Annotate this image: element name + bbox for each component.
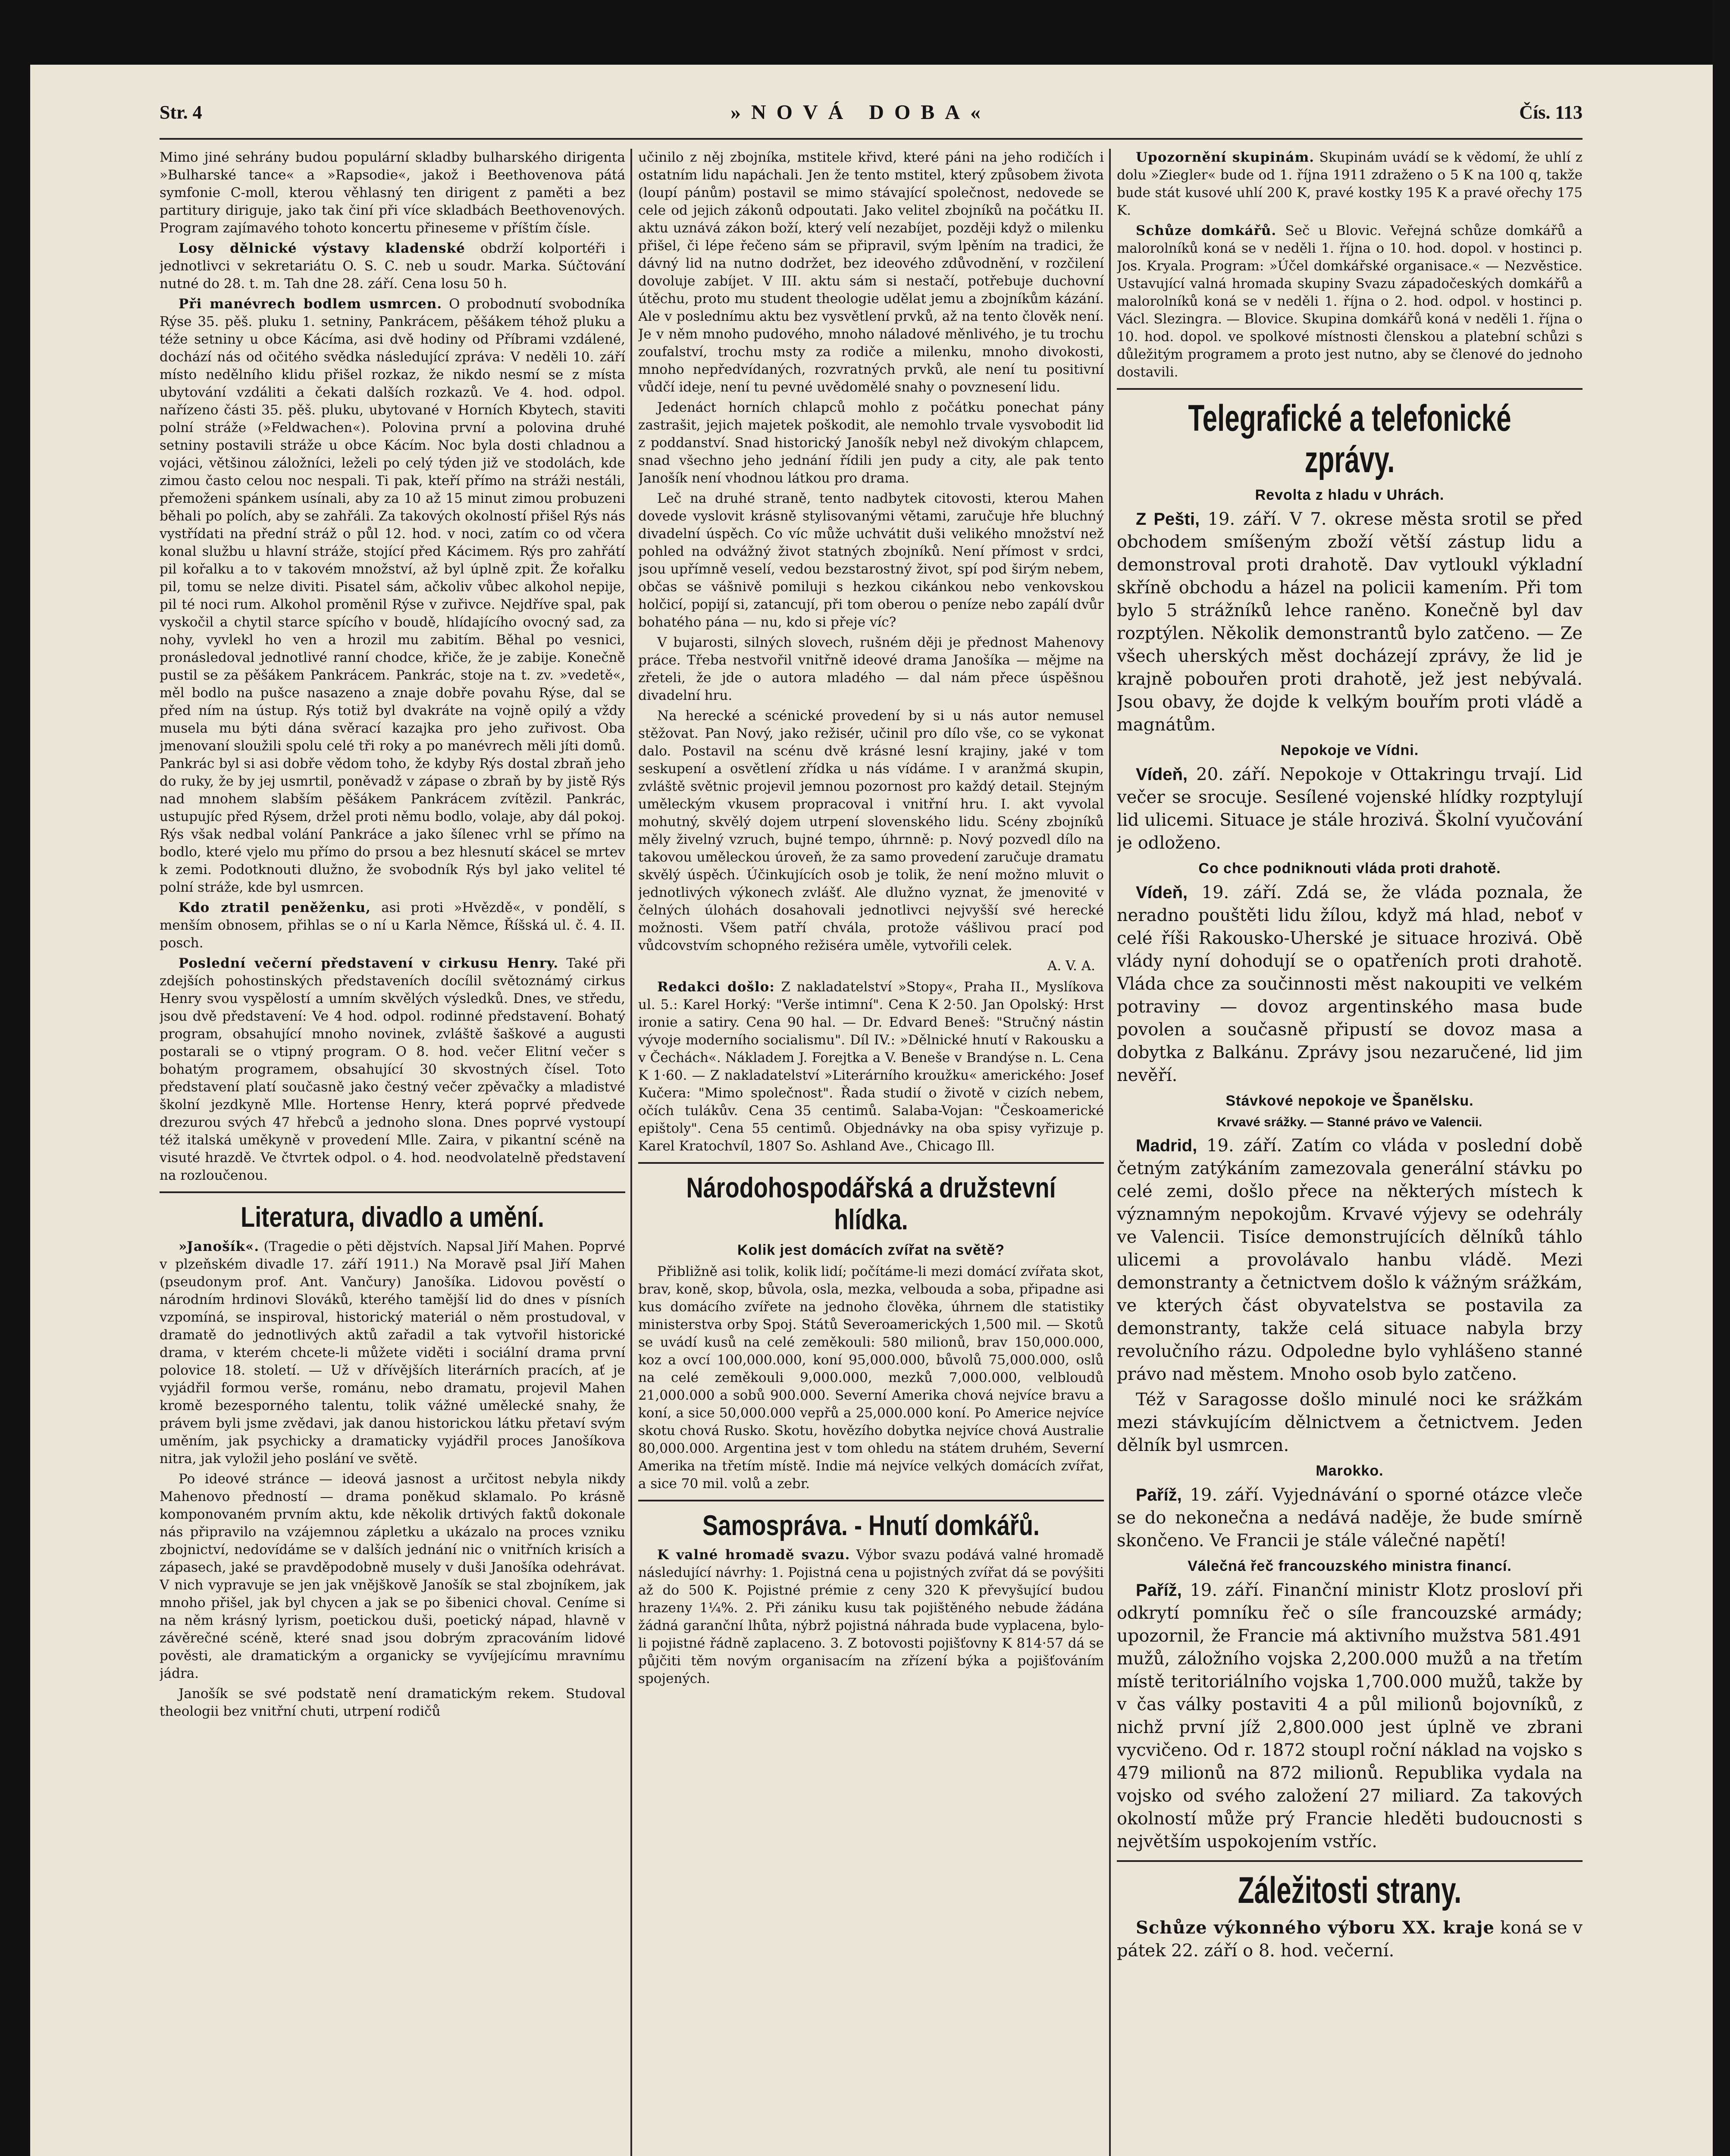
article-body: 19. září. V 7. okrese města srotil se před obchodem smíšeným zboží větší zástup lidu a demonstroval proti drahotě. Dav vytloukl výkladní skříně obchodu a házel na policii kamením. Při tom bylo 5 strážníků lehce raněno. Konečně byl dav rozptýlen. Několik demonstrantů bylo zatčeno. — Ze všech uherských měst docházejí zprávy, že lid je krajně pobouřen proti drahotě, jež jest nebývalá. Jsou obavy, že dojde k velkým bouřím proti vládě a magnátům.	[1117, 509, 1583, 735]
article-body: asi proti »Hvězdě«, v pondělí, s menším obnosem, přihlas se o ní u Karla Němce, Říšská ul. č. 4. II. posch.	[160, 900, 625, 951]
section-heading-literature: Literatura, divadlo a umění.	[241, 1201, 544, 1233]
section-heading-selfgovernment: Samospráva. - Hnutí domkářů.	[702, 1509, 1040, 1541]
article-paragraph: Po ideové stránce — ideová jasnost a určitost nebyla nikdy Mahenovo předností — drama poněkud sklamalo. Po krásně komponovaném prvním aktu, kde několik drtivých faktů dokonale nás připravilo na vzájemnou zápletku a ukázalo na proces vzniku zbojnictví, nedovídáme se v dalších jednání nic o vnitřních krisích a zápasech, jaké se pravděpodobně musely v duši Janošíka odehrávat. V nich vypravuje se jen jak vnějškově Janošík se stal zbojníkem, jak mnoho přišel, jak byl chycen a jak se po šibenici choval. Ceníme si na něm krásný lyrism, poetickou duši, poetický nápad, hlavně v závěrečné scéně, které snad jsou dobrým zpracováním lidové pověsti, ale dramatickým a organicky se vyvíjejícímu mravnímu jádra.	[160, 1471, 625, 1681]
scan-border-left	[0, 0, 30, 2156]
header-rule	[160, 138, 1583, 140]
article-body: Také při zdejších pohostinských představeních docílil světoznámý cirkus Henry svou vyspělostí a umním skvělých výsledků. Dnes, ve středu, jsou dvě představení: Ve 4 hod. odpol. rodinné představení. Bohatý program, obsahující mnoho novinek, zvláště šaškové a augusti postarali se o vtipný program. O 8. hod. večer Elitní večer s bohatým programem, obsahující 30 skvostných čísel. Toto představení platí současně jako čestný večer zpěvačky a mladistvé školní jezdkyně Mlle. Hortense Henry, která poprvé předvede drezurou svých 47 hřebců a jednoho slona. Dnes poprvé vystoupí též italská uměkyně v provedení Mlle. Zaira, v pikantní scéně na visuté hrazdě. Ve čtvrtek odpol. o 4. hod. neodvolatelně představení na rozloučenou.	[160, 956, 625, 1183]
article-paragraph	[1117, 1134, 1583, 1386]
article-paragraph	[1117, 222, 1583, 381]
article-subheading: Stávkové nepokoje ve Španělsku.	[1225, 1093, 1474, 1109]
article-body: 20. září. Nepokoje v Ottakringu trvají. Lid večer se srocuje. Sesílené vojenské hlídky rozptylují lid ulicemi. Situace je stále hrozivá. Školní vyučování je odloženo.	[1117, 765, 1583, 853]
article-body: 19. září. Zatím co vláda v poslední době četným zatýkáním zamezovala generální stávku po celé zemi, došlo přece na některých místech k významným nepokojům. Krvavé výjevy se odehrály ve Valencii. Tisíce demonstrujících dělníků táhlo ulicemi a provolávalo hanbu vládě. Mezi demonstranty a četnictvem došlo k vážným srážkám, ve kterých část obyvatelstva se postavila za demonstranty, takže celá situace nabyla brzy revolučního rázu. Odpoledne bylo vyhlášeno stanné právo nad městem. Mnoho osob bylo zatčeno.	[1117, 1136, 1583, 1384]
article-subheading: Revolta z hladu v Uhrách.	[1255, 487, 1445, 503]
article-lead: Schůze domkářů.	[1136, 223, 1277, 238]
scan-border-right	[1713, 0, 1730, 2156]
column-2	[638, 149, 1104, 2156]
article-body: koná se v pátek 22. září o 8. hod. večerní.	[1117, 1918, 1583, 1961]
article-lead: Poslední večerní představení v cirkusu Henry.	[179, 956, 559, 971]
article-paragraph: učinilo z něj zbojníka, mstitele křivd, které páni na jeho rodičích i ostatním lidu napáchali. Jen že tento mstitel, který způsobem života (loupí pánům) postavil se mimo stávající společnost, nedovede se cele od jejich zákonů odpoutati. Jako velitel zbojníků na počátku II. aktu uznává zákon boží, který velí nezabíjet, později když o milenku přišel, či lépe řečeno sám se připravil, svým lpěním na tradici, že dávný lid na nutno dodržet, bez ideového zdůvodnění, v rozčilení dovoluje zabíjet. V III. aktu sám si nestačí, potřebuje duchovní útěchu, proto mu student theologie udělat jemu a zbojníkům kázání. Ale v poslednímu aktu bez vysvětlení prvků, až na tento člověk není. Je v něm mnoho pudového, mnoho náladové měnlivého, je tu trochu zoufalství, trochu msty za rodiče a milenku, mnoho divokosti, mnoho nepředvídaných, rozvratných prvků, ale není tu positivní vůdčí ideje, není tu pevné uvědomělé snahy o povznesení lidu.	[638, 150, 1104, 395]
article-lead: Upozornění skupinám.	[1136, 150, 1315, 165]
section-rule	[160, 1191, 625, 1193]
article-paragraph	[1117, 881, 1583, 1087]
article-paragraph: Jedenáct horních chlapců mohlo z počátku ponechat pány zastrašit, jejich majetek poškodit, ale nemohlo trvale vysvobodit lid z poddanství. Snad historický Janošík nebyl než divokým chlapcem, snad všechno jeho jednání řídili jen pudy a city, ale pak tento Janošík není vhodnou látkou pro drama.	[638, 400, 1104, 486]
article-subheading: Nepokoje ve Vídni.	[1280, 742, 1419, 758]
section-heading-economy: Národohospodářská a družstevní hlídka.	[686, 1172, 1056, 1235]
scan-border-top	[0, 0, 1730, 65]
dateline: Z Pešti,	[1136, 510, 1200, 529]
article-lead: K valné hromadě svazu.	[657, 1547, 850, 1563]
article-paragraph: Janošík se své podstatě není dramatickým rekem. Studoval theologii bez vnitřní chuti, utrpení rodičů	[160, 1686, 625, 1719]
article-paragraph	[638, 1546, 1104, 1688]
article-lead: Redakci došlo:	[657, 979, 775, 995]
article-paragraph: Též v Saragosse došlo minulé noci ke srážkám mezi stávkujícím dělnictvem a četnictvem. Jeden dělník byl usmrcen.	[1117, 1390, 1583, 1455]
article-body: 19. září. Vyjednávání o sporné otázce vleče se do nekonečna a nedává naděje, že bude smírně skončeno. Ve Francii je stále válečné napětí!	[1117, 1485, 1583, 1551]
article-subheading: Co chce podniknouti vláda proti drahotě.	[1198, 860, 1501, 877]
article-body: O probodnutí svobodníka Rýse 35. pěš. pluku 1. setniny, Pankrácem, pěšákem téhož pluku a téže setniny u obce Kácíma, asi dvě hodiny od Příbrami vzdálené, dochází nás od očitého svědka následující zpráva: V neděli 10. září místo nedělního klidu přišel rozkaz, že nikdo nesmí se z místa ubytování vzdáliti a čekati dalších rozkazů. Ve 4. hod. odpol. nařízeno části 35. pěš. pluku, ubytované v Horních Kbytech, staviti polní stráže (»Feldwachen«). Polovina první a polovina druhé setniny postavili stráže u obce Kácím. Noc byla dosti chladnou a vojáci, většinou záložníci, leželi po celý týden již ve stodolách, kde zimou často celou noc nespali. Ti pak, kteří přímo na stráži nestáli, přemoženi spánkem usínali, aby za 10 až 15 minut zimou probuzeni běhali po polích, aby se zahřáli. Za takových okolností přišel Rýs nás vystřídati na přední stráž o půl 12. hod. v noci, zatím co od včera konal službu u hlavní stráže, stojící před Kácimem. Rýs pro zahřátí pil kořalku a to v takovém množství, až byl úplně zpit. Že kořalku pil, tomu se nelze diviti. Pisatel sám, ačkoliv vůbec alkohol nepije, pil té noci rum. Alkohol proměnil Rýse v zuřivce. Nejdříve spal, pak vyskočil a chytil starce spícího v boudě, hlídajícího ovocný sad, za nohy, vyvlekl ho ven a hrozil mu zabitím. Běhal po vesnici, pronásledoval jednotlivé ranní chodce, křiče, že je zabije. Konečně pustil se za pěšákem Pankrácem. Pankrác, stoje na t. zv. »vedetě«, měl bodlo na pušce nasazeno a znaje dobře povahu Rýse, dal se před ním na ústup. Rýs totiž byl dvakráte na vojně opilý a vždy musela mu býti dána svěrací kazajka pro jeho zuřivost. Oba jmenovaní sloužili spolu celé tři roky a po manévrech měli jíti domů. Pankrác byl si asi dobře vědom toho, že kdyby Rýs dostal zbraň jeho do ruky, že by jej usmrtil, poněvadž v zápase o zbraň by by jistě Rýs nad mnohem slabším pěšákem Pankrácem zvítězil. Pankrác, ustupujíc před Rýsem, držel proti němu bodlo, volaje, aby dál pokoj. Rýs však nedbal volání Pankráce a jako šílenec vrhl se přímo na bodlo, které vjelo mu přímo do prsou a bez hlesnutí skácel se mrtev k zemi. Podotknouti dlužno, že svobodník Rýs byl jako velitel té polní stráže, kde byl usmrcen.	[160, 296, 625, 895]
article-subheading: Marokko.	[1316, 1463, 1384, 1479]
article-body: Z nakladatelství »Stopy«, Praha II., Myslíkova ul. 5.: Karel Horký: "Verše intimní". Cena K 2·50. Jan Opolský: Hrst ironie a satiry. Cena 90 hal. — Dr. Edvard Beneš: "Stručný nástin vývoje moderního socialismu". Díl IV.: »Dělnické hnutí v Rakousku a v Čechách«. Nákladem J. Forejtka a V. Beneše v Brandýse n. L. Cena K 1·60. — Z nakladatelství »Literárního kroužku« amerického: Josef Kučera: "Mimo společnost". Řada studií o životě v cizích nebem, očích tulákův. Cena 35 centimů. Salaba-Vojan: "Českoamerické epištoly". Cena 55 centimů. Objednávky na oba spisy vyřizuje p. Karel Kratochvíl, 1807 So. Ashland Ave., Chicago Ill.	[638, 979, 1104, 1154]
section-rule	[1117, 1860, 1583, 1862]
section-rule	[1117, 388, 1583, 390]
article-lead: Schůze výkonného výboru XX. kraje	[1136, 1918, 1495, 1938]
article-body: (Tragedie o pěti dějstvích. Napsal Jiří Mahen. Poprvé v plzeňském divadle 17. září 1911.) Na Moravě psal Jiří Mahen (pseudonym prof. Ant. Vančury) Janošíka. Lidovou pověstí o národním hrdinovi Slováků, kterého tamější lid do dnes v písních vzpomíná, se inspiroval, historický materiál o něm prostudoval, v dramatě do jednotlivých aktů zařadil a tak vytvořil historické drama, v kterém chcete-li můžete viděti i sociální drama první polovice 18. století. — Už v dřívějších literárních pracích, ať je vyjádřil formou verše, románu, nebo dramatu, projevil Mahen kromě bezesporného talentu, tolik vážné umělecké snahy, že právem byli jsme zvědavi, jak danou historickou látku přetaví svým uměním, jak psychicky a dramaticky vyjádřil proces Janošíkova nitra, jak vyložil jeho poslání ve světě.	[160, 1239, 625, 1467]
dateline: Paříž,	[1136, 1485, 1182, 1504]
issue-number: Čís. 113	[1519, 101, 1583, 123]
article-lead: »Janošík«.	[179, 1239, 260, 1254]
column-divider	[1109, 149, 1111, 2156]
dateline: Vídeň,	[1136, 765, 1188, 784]
article-paragraph	[160, 955, 625, 1185]
article-paragraph	[160, 899, 625, 952]
article-paragraph	[1117, 508, 1583, 736]
dateline: Vídeň,	[1136, 883, 1188, 902]
article-body: obdrží kolportéři i jednotlivci v sekretariátu O. S. C. neb u soudr. Marka. Súčtování nutné do 28. t. m. Tah dne 28. září. Cena losu 50 h.	[160, 241, 625, 291]
article-body: Skupinám uvádí se k vědomí, že uhlí z dolu »Ziegler« bude od 1. října 1911 zdraženo o 5 K na 100 q, takže bude stát kusové uhlí 200 K, pravé kostky 195 K a pravé ořechy 175 K.	[1117, 150, 1583, 218]
dateline: Madrid,	[1136, 1136, 1197, 1155]
page-header	[160, 93, 1583, 132]
section-rule	[638, 1500, 1104, 1501]
section-heading-telegraph: Telegrafické a telefonické zprávy.	[1188, 398, 1511, 480]
article-paragraph	[1117, 1916, 1583, 1962]
article-subheading: Válečná řeč francouzského ministra financí.	[1188, 1558, 1512, 1574]
page-number: Str. 4	[160, 101, 202, 123]
article-paragraph	[160, 1238, 625, 1468]
article-paragraph: Mimo jiné sehrány budou populární skladby bulharského dirigenta »Bulharské tance« a »Rapsodie«, jakož i Beethovenova pátá symfonie C-moll, kterou věhlasný ten dirigent z paměti a bez partitury diriguje, jako tak činí při více skladbách Beethovenových. Program zajímavého tohoto koncertu přineseme v příštím čísle.	[160, 150, 625, 236]
article-paragraph	[1117, 1484, 1583, 1552]
article-paragraph	[1117, 1579, 1583, 1853]
article-paragraph: Leč na druhé straně, tento nadbytek citovosti, kterou Mahen dovede vyslovit krásně stylisovanými větami, zaručuje hře bluchný divadelní úspěch. Co víc může uchvátit duši velikého množství než pohled na odvážný život statných zbojníků. Není přímost v srdci, jsou upřímně veselí, vedou bezstarostný život, spí pod širým nebem, občas se vášnivě pomiluji s hezkou cikánkou nebo venkovskou holčicí, popijí si, zatancují, při tom oberou o peníze nebo zapálí dvůr bohatého pána — nu, kdo si přeje víc?	[638, 491, 1104, 630]
article-paragraph: Přibližně asi tolik, kolik lidí; počítáme-li mezi domácí zvířata skot, brav, koně, skop, bůvola, osla, mezka, velbouda a soba, připadne asi kus domácího zvířete na jednoho člověka, úhrnem dle statistiky ministerstva orby Spoj. Států Severoamerických 1,500 mil. — Skotů se uvádí kusů na celé zeměkouli: 580 milionů, brav 150,000.000, koz a ovcí 100,000.000, koní 95,000.000, bůvolů 75,000.000, oslů na celé zeměkouli 9,000.000, mezků 7,000.000, velbloudů 21,000.000 a sobů 900.000. Severní Amerika chová nejvíce bravu a koní, a sice 50,000.000 vepřů a 25,000.000 koní. Po Americe nejvíce skotu chová Rusko. Skotu, hovězího dobytka nejvíce chová Australie 80,000.000. Argentina jest v tom ohledu na státem druhém, Severní Amerika na třetím místě. Indie má nejvíce velkých domácích zvířat, a sice 70 mil. volů a zebr.	[638, 1264, 1104, 1492]
article-body: 19. září. Zdá se, že vláda poznala, že neradno pouštěti lidu žílou, když má hlad, neboť v celé říši Rakousko-Uherské je situace hrozivá. Obě vlády nyní dohodují se o opatřeních proti drahotě. Vláda chce za součinnosti měst nakoupiti ve velkém potraviny — dovoz argentinského masa bude povolen a současně připustí se dovoz masa a dobytka z Balkánu. Zprávy jsou nezaručené, lid jim nevěří.	[1117, 883, 1583, 1085]
article-subline: Krvavé srážky. — Stanné právo ve Valencii.	[1217, 1115, 1482, 1129]
dateline: Paříž,	[1136, 1581, 1182, 1600]
article-paragraph: V bujarosti, silných slovech, rušném ději je přednost Mahenovy práce. Třeba nestvořil vnitřně ideové drama Janošíka — mějme na zřeteli, že jde o autora mladého — dal nám přece úspěšnou divadelní hru.	[638, 635, 1104, 703]
column-3	[1117, 149, 1583, 2156]
article-lead: Kdo ztratil peněženku,	[179, 900, 371, 915]
masthead: »NOVÁ DOBA«	[730, 100, 991, 124]
article-lead: Při manévrech bodlem usmrcen.	[179, 296, 442, 312]
column-1	[160, 149, 625, 2156]
article-paragraph	[638, 978, 1104, 1155]
section-heading-party: Záležitosti strany.	[1238, 1870, 1462, 1911]
article-lead: Losy dělnické výstavy kladenské	[179, 241, 465, 256]
section-rule	[638, 1162, 1104, 1164]
article-subheading: Kolik jest domácích zvířat na světě?	[737, 1242, 1005, 1258]
article-paragraph	[1117, 149, 1583, 219]
article-paragraph	[1117, 763, 1583, 855]
column-divider	[630, 149, 632, 2156]
notices-block	[1117, 149, 1583, 381]
article-body: 19. září. Finanční ministr Klotz prosloví při odkrytí pomníku řeč o síle francouzské armády; upozornil, že Francie má aktivního mužstva 581.491 mužů, záložního vojska 2,200.000 mužů a na třetím místě teritoriálního vojska 1,700.000 mužů, takže by v čas války postaviti 4 a půl milionů bojovníků, z nichž první jíž 2,800.000 jest úplně ve zbrani vycvičeno. Od r. 1872 stoupl roční náklad na vojsko s 479 milionů na 872 milionů. Republika vydala na vojsko od svého založení 27 miliard. Za takových okolností může prý Francie hleděti budoucnosti s největším uspokojením vstříc.	[1117, 1580, 1583, 1852]
article-body: Seč u Blovic. Veřejná schůze domkářů a malorolníků koná se v neděli 1. října o 10. hod. dopol. v hostinci p. Jos. Kryala. Program: »Účel domkářské organisace.« — Nezvěstice. Ustavující valná hromada skupiny Svazu západočeských domkářů a malorolníků koná se v neděli 1. října o 2. hod. odpol. v hostinci p. Václ. Slezingra. — Blovice. Skupina domkářů koná v neděli 1. října o 10. hod. dopol. ve spolkové místnosti členskou a platební schůzi s důležitým programem a proto jest nutno, aby se členové do jednoho dostavili.	[1117, 223, 1583, 380]
article-paragraph: Na herecké a scénické provedení by si u nás autor nemusel stěžovat. Pan Nový, jako režisér, učinil pro dílo vše, co se vykonat dalo. Postavil na scénu dvě krásné lesní krajiny, jaké v tom seskupení a osvětlení zřídka u nás vídáme. I v aranžmá skupin, zvláště světnic projevil jemnou pozornost pro každý detail. Stejným uměleckým vkusem propracoval i vnitřní hru. I. akt vyvolal mohutný, skvělý dojem utrpení slovenského lidu. Scény zbojníků měly živelný vzruch, bujné tempo, úhrnně: p. Nový pozvedl dílo na takovou uměleckou úroveň, že za samo provedení zaručuje dramatu skvělý úspěch. Účinkujících osob je tolik, že není možno mluvit o jednotlivých výkonech zvlášť. Ale dlužno vyznat, že jmenovité v čelných úlohách dosahovali jednotlivci nejvyšší své herecké možnosti. Všem patří chvála, protože vášlivou prací pod vůdcovstvím schopného režiséra uměle, vytvořili celek.	[638, 708, 1104, 953]
article-paragraph	[160, 240, 625, 293]
article-signature: A. V. A.	[1047, 958, 1095, 974]
article-body: Výbor svazu podává valné hromadě následující návrhy: 1. Pojistná cena u pojistných zvířat dá se povýšiti až do 500 K. Pojistné prémie z ceny 320 K převyšující budou hrazeny 1¼%. 2. Při zániku kusu tak pojištěného nebude žádána žádná garanční lhůta, nýbrž pojistná náhrada bude vyplacena, bylo-li pojistné řádně zaplaceno. 3. Z botovosti pojišťovny K 814·57 dá se půjčiti těm novým organisacím na zřízení býka a pojišťováním spojených.	[638, 1547, 1104, 1686]
article-paragraph	[160, 295, 625, 896]
